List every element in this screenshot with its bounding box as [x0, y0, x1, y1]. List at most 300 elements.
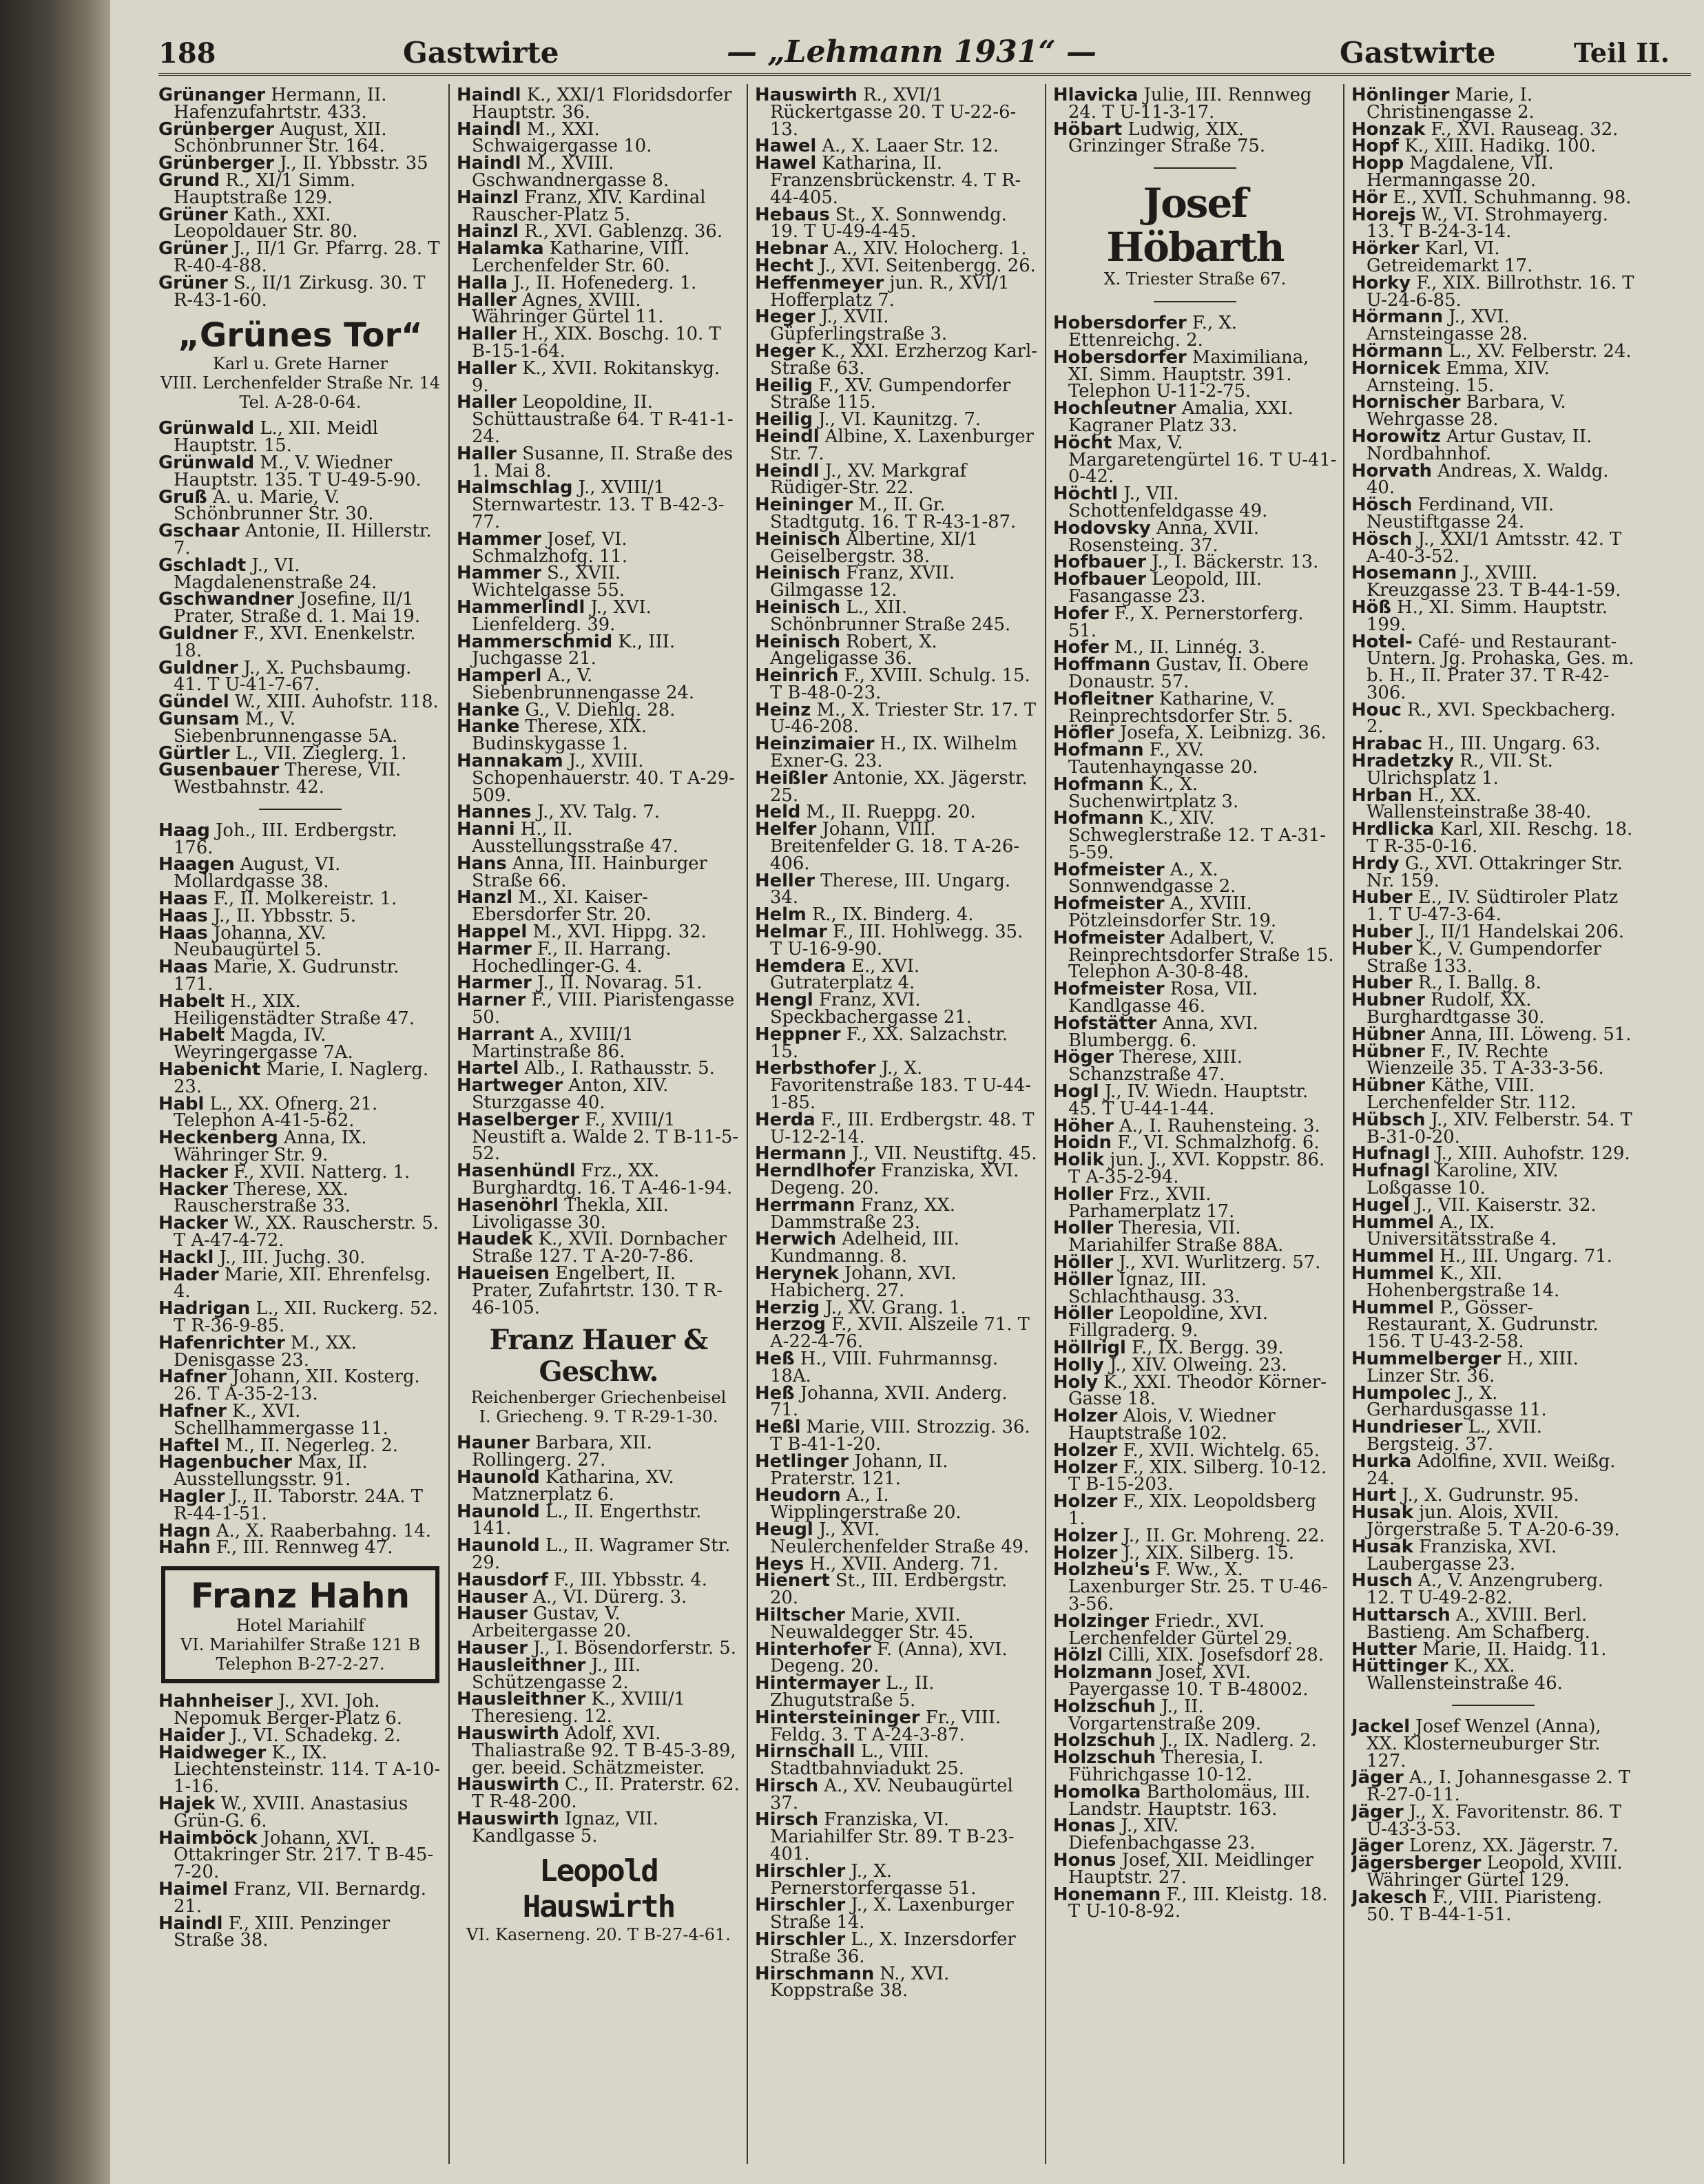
entry-surname: Haagen — [158, 854, 235, 875]
advertisement-title: Franz Hauer & Geschw. — [489, 1324, 708, 1389]
entry-surname: Horejs — [1351, 204, 1416, 225]
entry-details: Katharina, XV. Matznerplatz 6. — [472, 1466, 674, 1505]
directory-entry — [158, 1127, 442, 1166]
entry-surname: Huber — [1351, 922, 1413, 943]
entry-surname: Hemdera — [755, 955, 846, 977]
entry-surname: Hausdorf — [457, 1569, 548, 1590]
entry-surname: Hafner — [158, 1366, 227, 1388]
entry-details: Hermann, II. Hafenzufahrtstr. 433. — [174, 87, 387, 123]
left-running-title: Gastwirte — [403, 36, 559, 70]
entry-surname: Haller — [457, 289, 517, 311]
directory-entry — [755, 870, 1039, 908]
entry-surname: Honemann — [1053, 1884, 1161, 1905]
entry-surname: Holzinger — [1053, 1610, 1150, 1632]
entry-details: J., XIV. Olweing. 23. — [1103, 1354, 1287, 1375]
entry-details: N., XVI. Koppstraße 38. — [770, 1963, 950, 2001]
directory-entry — [1053, 1849, 1337, 1888]
entry-details: Johann, XII. Kosterg. 26. T A-35-2-13. — [174, 1366, 420, 1405]
directory-entry — [158, 486, 442, 525]
directory-entry — [457, 528, 740, 567]
directory-entry — [755, 1897, 1039, 1931]
directory-entry — [1351, 1163, 1635, 1197]
directory-entry — [158, 1332, 442, 1371]
directory-entry — [755, 528, 1039, 567]
directory-entry — [755, 1348, 1039, 1386]
entry-surname: Hirnschall — [755, 1741, 855, 1762]
entry-details: G., V. Diehlg. 28. — [519, 699, 676, 720]
directory-entry — [755, 1709, 1039, 1744]
entry-surname: Guldner — [158, 623, 238, 644]
entry-surname: Hermann — [755, 1143, 846, 1165]
entry-details: A., IX. Universitätsstraße 4. — [1367, 1211, 1557, 1250]
directory-entry — [158, 1366, 442, 1405]
entry-surname: Holzer — [1053, 1457, 1118, 1478]
entry-surname: Holzer — [1053, 1491, 1118, 1512]
entry-surname: Holzer — [1053, 1542, 1118, 1563]
directory-entry — [158, 523, 442, 557]
directory-entry — [158, 1061, 442, 1096]
entry-surname: Höcht — [1053, 432, 1112, 453]
directory-entry — [1351, 394, 1635, 428]
directory-entry — [158, 420, 442, 455]
entry-details: K., XVIII/1 Theresieng. 12. — [472, 1689, 685, 1727]
entry-surname: Hammerschmid — [457, 631, 613, 652]
entry-details: Leopold, III. Fasangasse 23. — [1068, 569, 1263, 607]
entry-details: J., XIII. Auhofstr. 129. — [1430, 1143, 1630, 1165]
directory-column-1 — [158, 87, 442, 2160]
directory-entry — [1351, 497, 1635, 531]
directory-entry — [1351, 1855, 1635, 1889]
book-binding-shadow — [0, 0, 110, 2184]
directory-entry — [457, 1163, 740, 1197]
advertisement-line: Telephon B-27-2-27. — [216, 1654, 385, 1674]
entry-details: L., X. Inzersdorfer Straße 36. — [770, 1929, 1016, 1967]
directory-entry — [158, 1693, 442, 1727]
directory-entry — [1351, 1801, 1635, 1840]
directory-entry — [1053, 1371, 1337, 1410]
entry-surname: Hrdy — [1351, 853, 1400, 874]
entry-details: Rosa, VII. Kandlgasse 46. — [1068, 979, 1258, 1017]
entry-surname: Holik — [1053, 1150, 1105, 1171]
entry-surname: Hofmeister — [1053, 927, 1165, 948]
entry-surname: Holzer — [1053, 1439, 1118, 1461]
entry-details: F., II. Molkereistr. 1. — [207, 888, 397, 910]
directory-entry — [755, 87, 1039, 138]
entry-surname: Haudek — [457, 1229, 533, 1250]
advertisement-hauer — [457, 1324, 740, 1426]
directory-entry — [1053, 859, 1337, 897]
entry-surname: Herynek — [755, 1262, 839, 1284]
directory-entry — [755, 460, 1039, 499]
entry-details: Johann, VIII. Breitenfelder G. 18. T A-26-406. — [770, 819, 1020, 874]
entry-surname: Höß — [1351, 596, 1391, 618]
entry-surname: Herzog — [755, 1314, 827, 1335]
advertisement-haus — [457, 1853, 740, 1944]
entry-details: Andreas, X. Waldg. 40. — [1367, 460, 1609, 499]
entry-details: S., II/1 Zirkusg. 30. T R-43-1-60. — [174, 272, 426, 311]
entry-surname: Haindl — [457, 118, 521, 140]
entry-details: C., II. Praterstr. 62. T R-48-200. — [472, 1774, 740, 1813]
directory-entry — [1351, 565, 1635, 599]
entry-details: J., II/1 Handelskai 206. — [1412, 922, 1625, 943]
entry-details: L., II. Engerthstr. 141. — [472, 1501, 702, 1539]
directory-entry — [457, 1808, 740, 1847]
entry-surname: Grünwald — [158, 452, 255, 473]
entry-details: Maximiliana, XI. Simm. Hauptstr. 391. Telephon U-11-2-75. — [1068, 346, 1309, 402]
entry-details: J., XVI. Lienfelderg. 39. — [472, 596, 652, 635]
directory-entry — [457, 1466, 740, 1505]
entry-details: Thekla, XII. Livoligasse 30. — [472, 1194, 669, 1233]
entry-surname: Huber — [1351, 938, 1413, 959]
entry-surname: Husak — [1351, 1502, 1413, 1523]
entry-surname: Heindl — [755, 460, 820, 481]
entry-surname: Heys — [755, 1553, 804, 1574]
entry-details: Adolf, XVI. Thaliastraße 92. T B-45-3-89, ger. beeid. Schätzmeister. — [472, 1723, 736, 1778]
directory-entry — [1053, 927, 1337, 983]
entry-details: J., XV. Grang. 1. — [820, 1297, 966, 1318]
entry-surname: Holzschuh — [1053, 1747, 1156, 1769]
entry-details: L., II. Zhugutstraße 5. — [770, 1673, 935, 1711]
directory-entry — [457, 155, 740, 189]
directory-entry — [755, 1058, 1039, 1114]
entry-surname: Heilig — [755, 409, 813, 430]
entry-surname: Hamperl — [457, 665, 542, 687]
entry-surname: Hübner — [1351, 1023, 1426, 1045]
entry-details: L., II. Wagramer Str. 29. — [472, 1535, 731, 1573]
directory-entry — [457, 357, 740, 396]
entry-details: F., XVI. Enenkelstr. 18. — [174, 623, 416, 661]
entry-surname: Gusenbauer — [158, 760, 280, 781]
directory-entry — [755, 1419, 1039, 1453]
directory-entry — [1351, 1348, 1635, 1386]
entry-surname: Huber — [1351, 973, 1413, 994]
entry-surname: Hofbauer — [1053, 569, 1146, 590]
entry-details: S., XVII. Wichtelgasse 55. — [472, 563, 625, 601]
entry-details: J., XVI. Seitenbergg. 26. — [813, 255, 1036, 276]
entry-details: A., X. Sonnwendgasse 2. — [1068, 859, 1236, 897]
directory-entry — [158, 1488, 442, 1523]
entry-details: J., II. Ybbsstr. 35 — [274, 153, 428, 174]
entry-surname: Hauswirth — [457, 1723, 559, 1744]
entry-details: Anna, III. Löweng. 51. — [1425, 1023, 1632, 1045]
entry-details: Anton, XIV. Sturzgasse 40. — [472, 1075, 669, 1114]
entry-surname: Holy — [1053, 1371, 1098, 1393]
entry-surname: Habl — [158, 1093, 205, 1114]
directory-entry — [755, 1521, 1039, 1556]
directory-entry — [755, 1963, 1039, 2001]
entry-details: E., XVI. Gutraterplatz 4. — [770, 955, 920, 994]
column-divider — [1045, 84, 1046, 2164]
entry-details: Fr., VIII. Feldg. 3. T A-24-3-87. — [770, 1707, 1001, 1745]
directory-entry — [158, 822, 442, 857]
directory-entry — [1351, 1382, 1635, 1421]
entry-surname: Hintermayer — [755, 1673, 880, 1694]
directory-entry — [1053, 1271, 1337, 1306]
directory-entry — [1351, 1658, 1635, 1692]
section-separator — [1154, 167, 1236, 169]
entry-surname: Hradetzky — [1351, 751, 1454, 772]
entry-surname: Höchtl — [1053, 483, 1119, 505]
entry-details: K., XXI. Theodor Körner-Gasse 18. — [1068, 1371, 1327, 1410]
entry-surname: Grund — [158, 169, 220, 191]
directory-entry — [1351, 528, 1635, 567]
entry-details: A., V. Anzengruberg. 12. T U-49-2-82. — [1367, 1570, 1603, 1609]
entry-surname: Hufnagl — [1351, 1161, 1431, 1182]
entry-surname: Holzer — [1053, 1525, 1118, 1546]
directory-entry — [1053, 1459, 1337, 1494]
directory-entry — [1053, 773, 1337, 812]
directory-entry — [1053, 118, 1337, 157]
directory-entry — [755, 565, 1039, 599]
entry-surname: Hornicek — [1351, 357, 1441, 379]
entry-details: H., IX. Wilhelm Exner-G. 23. — [770, 734, 1017, 772]
directory-entry — [1351, 596, 1635, 635]
entry-surname: Heugl — [755, 1519, 813, 1540]
entry-surname: Hosemann — [1351, 563, 1457, 584]
entry-surname: Hummel — [1351, 1297, 1435, 1318]
directory-entry — [1351, 1769, 1635, 1804]
entry-surname: Haller — [457, 392, 517, 413]
entry-details: J., XIV. Diefenbachgasse 23. — [1068, 1816, 1256, 1854]
directory-entry — [457, 631, 740, 669]
entry-details: R., IX. Binderg. 4. — [806, 904, 974, 926]
directory-entry — [1351, 460, 1635, 499]
entry-surname: Hopf — [1351, 136, 1400, 157]
entry-surname: Hannakam — [457, 751, 563, 772]
directory-entry — [1351, 357, 1635, 396]
entry-details: J., VI. Schadekg. 2. — [225, 1725, 401, 1746]
directory-entry — [1351, 1886, 1635, 1925]
entry-details: F., XVII. Alszeile 71. T A-22-4-76. — [770, 1314, 1030, 1353]
entry-details: Barbara, V. Wehrgasse 28. — [1367, 392, 1566, 430]
entry-details: L., XVII. Bergsteig. 37. — [1367, 1417, 1542, 1455]
directory-entry — [457, 479, 740, 530]
entry-details: Anna, XVI. Blumbergg. 6. — [1068, 1012, 1258, 1051]
entry-details: Max, V. Margaretengürtel 16. T U-41-0-42. — [1068, 432, 1337, 488]
entry-details: Barbara, XII. Rollingerg. 27. — [472, 1433, 652, 1471]
advertisement-line: Karl u. Grete Harner — [213, 354, 388, 374]
entry-details: L., XII. Schönbrunner Straße 245. — [770, 596, 1011, 635]
entry-details: Franz, XVI. Speckbachergasse 21. — [770, 990, 972, 1028]
entry-surname: Hörmann — [1351, 340, 1444, 362]
entry-details: A., X. Raaberbahng. 14. — [210, 1520, 431, 1541]
advertisement-line: Tel. A-28-0-64. — [239, 393, 362, 413]
entry-surname: Hundrieser — [1351, 1417, 1463, 1438]
directory-entry — [1351, 240, 1635, 275]
entry-surname: Höller — [1053, 1252, 1114, 1273]
directory-entry — [1053, 1049, 1337, 1083]
entry-details: L., XX. Ofnerg. 21. Telephon A-41-5-62. — [174, 1093, 378, 1132]
entry-details: F., III. Rennweg 47. — [210, 1537, 393, 1559]
entry-details: A., I. Wipplingerstraße 20. — [770, 1485, 962, 1523]
directory-entry — [1351, 1297, 1635, 1353]
entry-surname: Gunsam — [158, 708, 240, 729]
entry-surname: Hawel — [755, 136, 817, 157]
entry-surname: Hanni — [457, 819, 515, 840]
entry-details: Anna, IX. Währinger Str. 9. — [174, 1127, 367, 1166]
column-divider — [448, 84, 450, 2164]
directory-entry — [457, 1023, 740, 1062]
header-rule — [158, 73, 1691, 76]
entry-surname: Hirschler — [755, 1895, 846, 1916]
entry-details: K., X. Suchenwirtplatz 3. — [1068, 773, 1239, 812]
entry-surname: Horky — [1351, 272, 1411, 293]
entry-surname: Hogl — [1053, 1081, 1099, 1103]
entry-details: W., XIII. Auhofstr. 118. — [229, 691, 439, 713]
entry-details: Julie, III. Rennweg 24. T U-11-3-17. — [1068, 87, 1312, 123]
directory-entry — [1351, 1419, 1635, 1453]
entry-surname: Haimel — [158, 1878, 229, 1900]
directory-entry — [755, 1641, 1039, 1676]
entry-details: L., VII. Zieglerg. 1. — [229, 742, 407, 764]
directory-entry — [457, 326, 740, 360]
entry-surname: Heinisch — [755, 528, 841, 550]
entry-details: H., XIX. Heiligenstädter Straße 47. — [174, 990, 415, 1029]
directory-entry — [1053, 1408, 1337, 1442]
entry-surname: Hannes — [457, 802, 532, 823]
entry-surname: Hirsch — [755, 1809, 819, 1831]
entry-details: Leopold, XVIII. Währinger Gürtel 129. — [1367, 1853, 1623, 1891]
entry-details: F., III. Kleistg. 18. T U-10-8-92. — [1068, 1884, 1328, 1922]
entry-details: Theresia, VII. Mariahilfer Straße 88A. — [1068, 1218, 1284, 1256]
entry-surname: Habelt — [158, 1025, 225, 1046]
entry-surname: Hahn — [158, 1537, 211, 1559]
entry-surname: Hafner — [158, 1400, 227, 1422]
entry-surname: Hawel — [755, 153, 817, 174]
directory-entry — [1351, 272, 1635, 311]
entry-details: Rudolf, XX. Burghardtgasse 30. — [1367, 990, 1545, 1028]
entry-surname: Hengl — [755, 990, 813, 1011]
directory-entry — [755, 340, 1039, 379]
entry-details: J., XVI. Joh. Nepomuk Berger-Platz 6. — [174, 1691, 402, 1729]
entry-details: K., IX. Liechtensteinstr. 114. T A-10-1-16. — [174, 1742, 441, 1798]
directory-entry — [457, 240, 740, 275]
directory-entry — [755, 1450, 1039, 1489]
entry-details: J., I. Bäckerstr. 13. — [1146, 552, 1319, 573]
entry-details: Anna, III. Hainburger Straße 66. — [472, 853, 707, 891]
entry-surname: Habenicht — [158, 1059, 261, 1081]
directory-entry — [1351, 1262, 1635, 1301]
entry-details: Franz, XX. Dammstraße 23. — [770, 1194, 955, 1233]
entry-surname: Hauswirth — [457, 1774, 559, 1796]
directory-entry — [158, 1264, 442, 1302]
directory-entry — [755, 272, 1039, 311]
entry-surname: Guldner — [158, 657, 238, 678]
entry-surname: Höger — [1053, 1047, 1114, 1068]
entry-details: M., V. Wiedner Hauptstr. 135. T U-49-5-90. — [174, 452, 422, 490]
entry-surname: Hübner — [1351, 1075, 1426, 1096]
entry-details: Robert, X. Angeligasse 36. — [770, 631, 937, 669]
entry-surname: Hafenrichter — [158, 1332, 285, 1353]
entry-surname: Hanke — [457, 716, 520, 738]
directory-entry — [457, 855, 740, 890]
entry-surname: Hölzl — [1053, 1645, 1103, 1666]
entry-details: August, XII. Schönbrunner Str. 164. — [174, 118, 387, 157]
entry-surname: Hofmann — [1053, 808, 1144, 829]
directory-entry — [755, 377, 1039, 412]
entry-surname: Helmar — [755, 922, 827, 943]
entry-surname: Höbart — [1053, 118, 1123, 140]
entry-surname: Grünwald — [158, 418, 255, 439]
entry-surname: Horvath — [1351, 460, 1432, 481]
entry-surname: Holler — [1053, 1183, 1114, 1205]
entry-surname: Hainzl — [457, 221, 519, 242]
entry-surname: Heinisch — [755, 596, 841, 618]
entry-details: J., II. Novarag. 51. — [531, 973, 703, 994]
directory-entry — [457, 1537, 740, 1572]
entry-surname: Hanzl — [457, 887, 513, 908]
part-label: Teil II. — [1574, 37, 1670, 68]
directory-entry — [755, 924, 1039, 958]
entry-details: St., III. Erdbergstr. 20. — [770, 1570, 1008, 1609]
entry-details: J., X. Gerhardusgasse 11. — [1367, 1382, 1547, 1421]
entry-details: H., III. Ungarg. 71. — [1434, 1246, 1612, 1267]
directory-entry — [1351, 889, 1635, 924]
entry-surname: Jäger — [1351, 1767, 1404, 1789]
entry-details: J., X. Laxenburger Straße 14. — [770, 1895, 1014, 1933]
page-number: 188 — [158, 37, 216, 70]
entry-surname: Hans — [457, 853, 507, 874]
directory-entry — [755, 204, 1039, 242]
entry-surname: Hobersdorfer — [1053, 346, 1187, 368]
entry-details: J., X. Favoritenstraße 183. T U-44-1-85. — [770, 1058, 1032, 1114]
entry-details: M., XX. Denisgasse 23. — [174, 1332, 357, 1371]
right-running-title: Gastwirte — [1340, 36, 1496, 70]
entry-details: A., XIV. Holocherg. 1. — [828, 238, 1027, 260]
entry-details: H., II. Ausstellungsstraße 47. — [472, 819, 678, 857]
directory-entry — [1351, 87, 1635, 121]
directory-entry — [457, 1194, 740, 1233]
entry-details: Marie, XVII. Neuwaldegger Str. 45. — [770, 1604, 974, 1643]
directory-entry — [1053, 1664, 1337, 1698]
entry-details: K., XIII. Hadikg. 100. — [1399, 136, 1597, 157]
entry-surname: Hotel- — [1351, 631, 1413, 652]
directory-entry — [158, 762, 442, 796]
entry-details: Ignaz, III. Schlachthausg. 33. — [1068, 1269, 1240, 1307]
advertisement-line: Reichenberger Griechenbeisel — [470, 1388, 727, 1408]
entry-details: L., XII. Ruckerg. 52. T R-36-9-85. — [174, 1298, 439, 1336]
entry-details: A. u. Marie, V. Schönbrunner Str. 30. — [174, 486, 374, 525]
entry-details: Karoline, XIV. Loßgasse 10. — [1367, 1161, 1559, 1198]
entry-surname: Honzak — [1351, 118, 1426, 140]
entry-surname: Hintersteininger — [755, 1707, 920, 1728]
directory-entry — [755, 631, 1039, 669]
entry-surname: Hacker — [158, 1178, 228, 1200]
entry-surname: Hornischer — [1351, 392, 1461, 413]
entry-surname: Hörker — [1351, 238, 1420, 260]
directory-entry — [755, 596, 1039, 635]
entry-surname: Haimböck — [158, 1827, 258, 1849]
entry-surname: Hartel — [457, 1058, 519, 1079]
directory-entry — [158, 625, 442, 660]
directory-entry — [1053, 1493, 1337, 1528]
advertisement-title: Franz Hahn — [190, 1576, 411, 1616]
directory-entry — [457, 1654, 740, 1693]
entry-details: Emma, XIV. Arnsteing. 15. — [1367, 357, 1550, 396]
entry-details: Therese, XIII. Schanzstraße 47. — [1068, 1047, 1243, 1085]
entry-surname: Haindl — [158, 1913, 223, 1934]
directory-entry — [1351, 1211, 1635, 1250]
entry-surname: Hadrigan — [158, 1298, 251, 1320]
directory-entry — [457, 443, 740, 481]
entry-details: Anna, XVII. Rosensteing. 37. — [1068, 517, 1260, 556]
entry-surname: Holzer — [1053, 1406, 1118, 1427]
entry-surname: Haider — [158, 1725, 225, 1746]
directory-entry — [755, 497, 1039, 531]
entry-surname: Hufnagl — [1351, 1143, 1431, 1165]
entry-surname: Harrant — [457, 1023, 534, 1045]
entry-details: Therese, VII. Westbahnstr. 42. — [174, 760, 402, 798]
